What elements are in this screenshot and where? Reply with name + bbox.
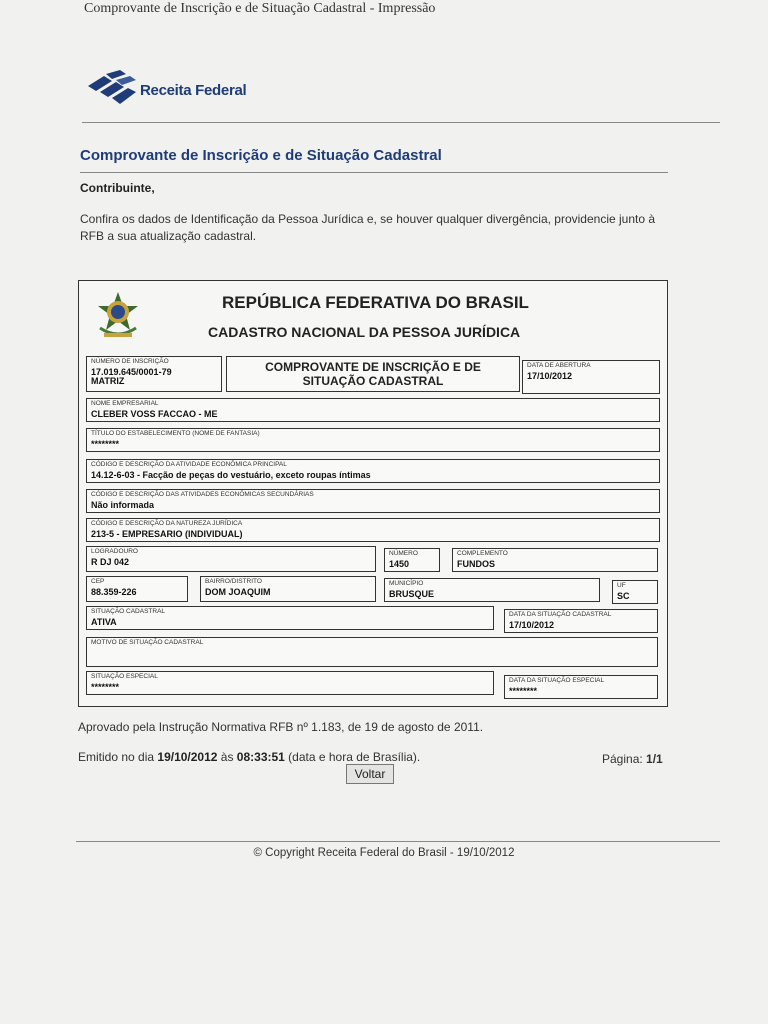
field-nome-empresarial — [86, 398, 660, 422]
field-situacao-especial — [86, 671, 494, 695]
field-atividade-principal — [86, 459, 660, 483]
field-label: LOGRADOURO — [91, 548, 138, 555]
card-heading-cnpj: CADASTRO NACIONAL DA PESSOA JURÍDICA — [208, 324, 521, 340]
field-natureza-juridica — [86, 518, 660, 542]
card-heading-republic: REPÚBLICA FEDERATIVA DO BRASIL — [222, 293, 529, 312]
field-label: DATA DA SITUAÇÃO CADASTRAL — [509, 611, 612, 618]
field-value: 17/10/2012 — [509, 620, 555, 630]
field-value: R DJ 042 — [91, 557, 130, 567]
field-uf — [612, 580, 658, 604]
field-doc-title — [226, 356, 520, 392]
field-municipio — [384, 578, 600, 602]
page-value: 1/1 — [646, 752, 663, 766]
field-value: DOM JOAQUIM — [205, 587, 271, 597]
field-label: DATA DE ABERTURA — [527, 362, 591, 369]
page-indicator — [602, 752, 663, 766]
page-title: Comprovante de Inscrição e de Situação Cadastral — [80, 147, 442, 164]
field-data-situacao — [504, 609, 658, 633]
header-divider — [82, 122, 720, 123]
copyright: © Copyright Receita Federal do Brasil - 19/10/2012 — [253, 847, 515, 859]
field-value: 17/10/2012 — [527, 371, 573, 381]
field-value: 213-5 - EMPRESARIO (INDIVIDUAL) — [91, 529, 243, 539]
field-label: SITUAÇÃO ESPECIAL — [91, 673, 158, 680]
field-label: MOTIVO DE SITUAÇÃO CADASTRAL — [91, 639, 204, 646]
brazil-coat-of-arms-icon — [94, 290, 142, 347]
field-cep — [86, 576, 188, 602]
field-label: CÓDIGO E DESCRIÇÃO DAS ATIVIDADES ECONÔMICAS SECUNDÁRIAS — [91, 491, 314, 498]
field-value: 14.12-6-03 - Facção de peças do vestuário, exceto roupas íntimas — [91, 470, 371, 480]
intro-text: Confira os dados de Identificação da Pessoa Jurídica e, se houver qualquer divergência, providencie junto à RFB a sua atualização cadastral. — [80, 212, 656, 243]
field-atividades-secundarias — [86, 489, 660, 513]
doc-title: COMPROVANTE DE INSCRIÇÃO E DE SITUAÇÃO CADASTRAL — [265, 360, 481, 388]
field-value: BRUSQUE — [389, 589, 435, 599]
page-label: Página: — [602, 752, 647, 766]
print-header: Comprovante de Inscrição e de Situação Cadastral - Impressão — [84, 1, 436, 16]
field-abertura — [522, 360, 660, 394]
back-button[interactable]: Voltar — [346, 764, 394, 784]
field-label: UF — [617, 582, 626, 589]
field-value: Não informada — [91, 500, 155, 510]
field-value: CLEBER VOSS FACCAO - ME — [91, 409, 218, 419]
field-nome-fantasia — [86, 428, 660, 452]
field-value: ATIVA — [91, 617, 117, 627]
field-value: SC — [617, 591, 630, 601]
field-logradouro — [86, 546, 376, 572]
approval-note: Aprovado pela Instrução Normativa RFB nº 1.183, de 19 de agosto de 2011. — [78, 720, 484, 734]
field-label: BAIRRO/DISTRITO — [205, 578, 262, 585]
issued-time: 08:33:51 — [236, 750, 285, 764]
issued-prefix: Emitido no dia — [78, 750, 158, 764]
greeting: Contribuinte, — [80, 181, 155, 195]
receita-federal-logo-icon — [86, 70, 138, 111]
field-value: ******** — [91, 439, 120, 449]
issued-suffix: (data e hora de Brasília). — [284, 750, 421, 764]
field-label: NOME EMPRESARIAL — [91, 400, 159, 407]
title-divider — [80, 172, 668, 173]
issued-note — [78, 750, 420, 764]
field-value: 1450 — [389, 559, 410, 569]
field-value: ******** — [509, 686, 538, 696]
field-label: NÚMERO DE INSCRIÇÃO — [91, 358, 169, 365]
field-label: CÓDIGO E DESCRIÇÃO DA ATIVIDADE ECONÔMICA PRINCIPAL — [91, 461, 287, 468]
field-value: 88.359-226 — [91, 587, 137, 597]
field-bairro — [200, 576, 376, 602]
field-label: DATA DA SITUAÇÃO ESPECIAL — [509, 677, 605, 684]
field-label: MUNICÍPIO — [389, 580, 424, 587]
field-inscricao — [86, 356, 222, 392]
field-complemento — [452, 548, 658, 572]
field-label: SITUAÇÃO CADASTRAL — [91, 608, 166, 615]
logo-text: Receita Federal — [140, 82, 247, 99]
field-value: 17.019.645/0001-79 — [91, 367, 172, 377]
field-label: CEP — [91, 578, 105, 585]
field-label: CÓDIGO E DESCRIÇÃO DA NATUREZA JURÍDICA — [91, 520, 243, 527]
field-numero — [384, 548, 440, 572]
field-data-situacao-especial — [504, 675, 658, 699]
field-situacao-cadastral — [86, 606, 494, 630]
field-value: ******** — [91, 682, 120, 692]
field-label: TÍTULO DO ESTABELECIMENTO (NOME DE FANTASIA) — [91, 430, 260, 437]
field-value-secondary: MATRIZ — [91, 376, 125, 386]
field-motivo — [86, 637, 658, 667]
issued-date: 19/10/2012 — [157, 750, 218, 764]
footer-divider — [76, 841, 720, 842]
field-value: FUNDOS — [457, 559, 495, 569]
receita-federal-logo — [86, 70, 246, 111]
issued-mid: às — [217, 750, 237, 764]
field-label: COMPLEMENTO — [457, 550, 508, 557]
field-label: NÚMERO — [389, 550, 418, 557]
